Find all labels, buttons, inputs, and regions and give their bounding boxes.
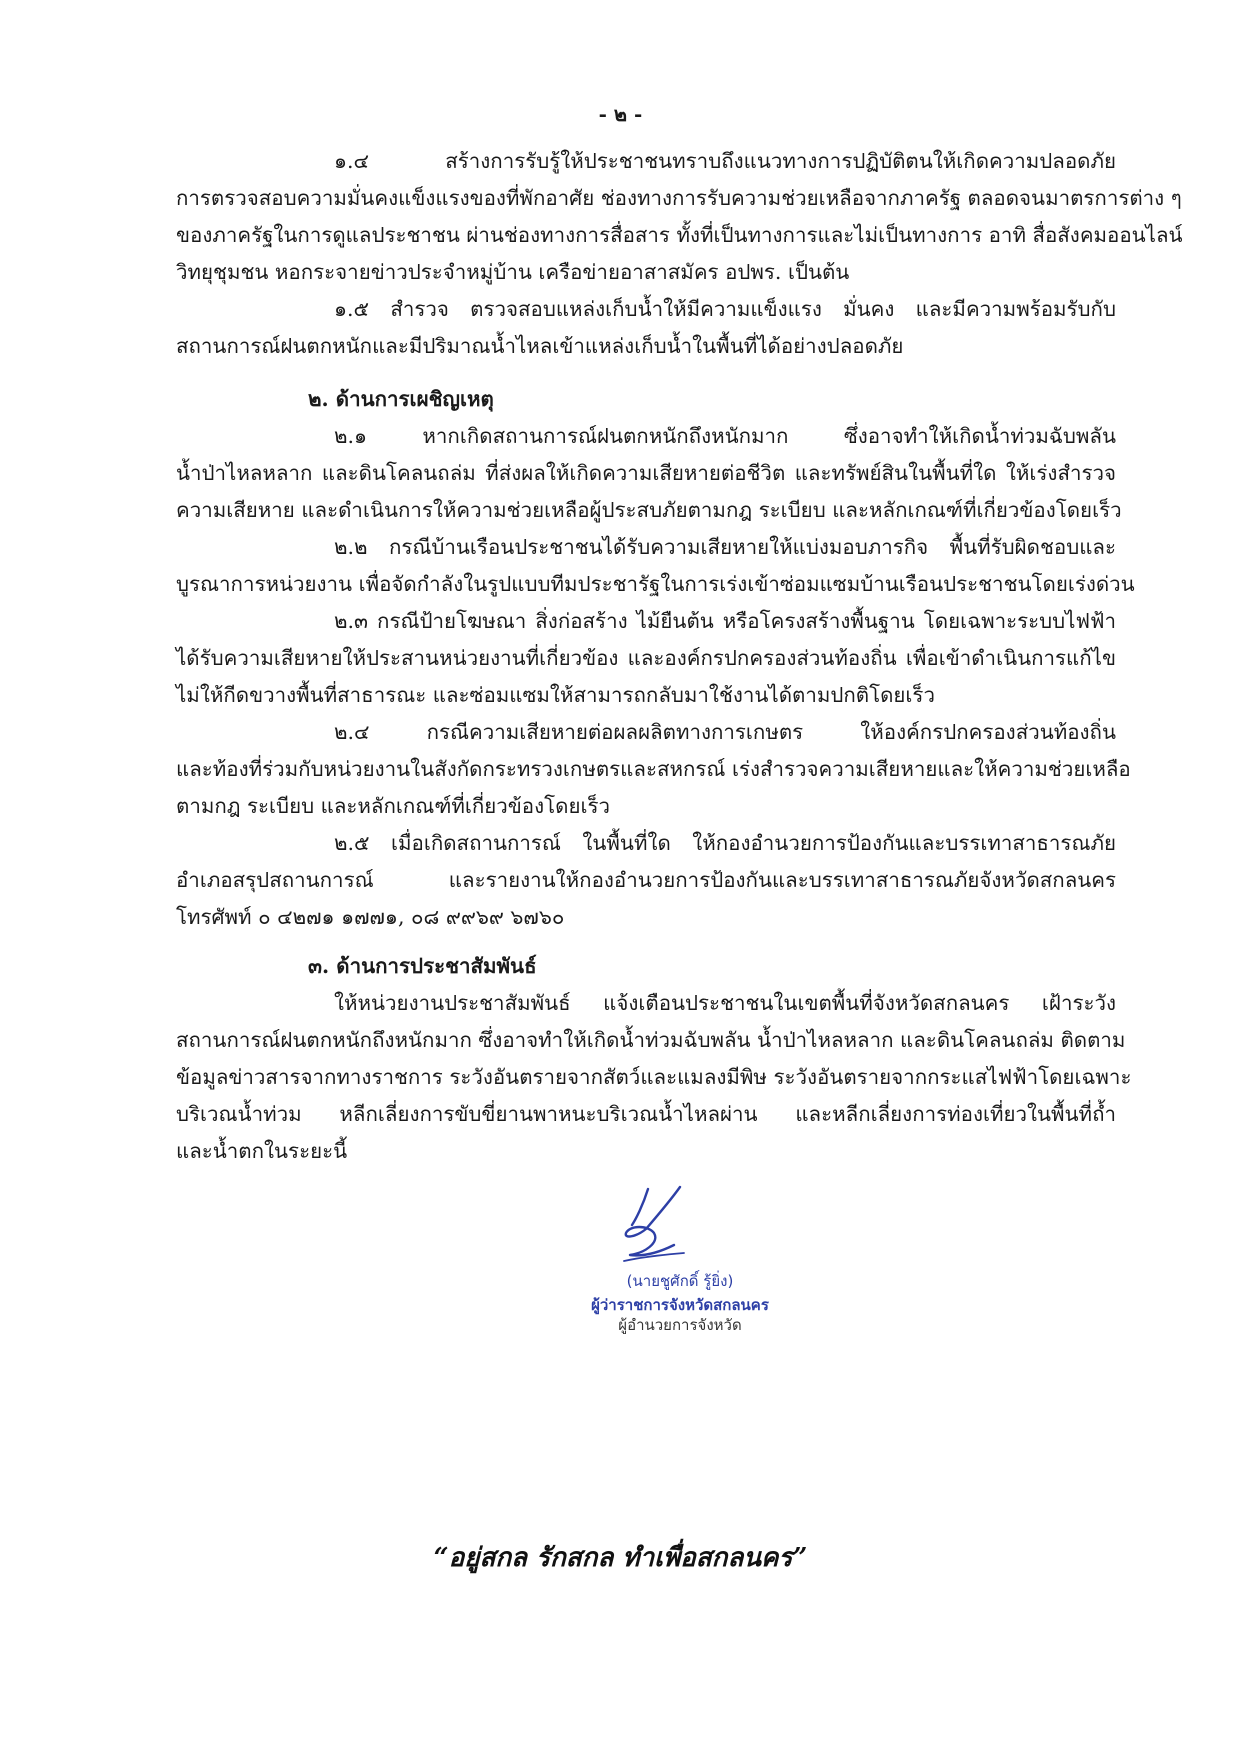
paragraph-line: น้ำป่าไหลหลาก และดินโคลนถล่ม ที่ส่งผลให้เกิดความเสียหายต่อชีวิต และทรัพย์สินในพื้นที่ใด ให้เร่งสำรวจ bbox=[176, 461, 1116, 485]
paragraph-line: บริเวณน้ำท่วม หลีกเลี่ยงการขับขี่ยานพาหนะบริเวณน้ำไหลผ่าน และหลีกเลี่ยงการท่องเที่ยวในพื้นที่ถ้ำ bbox=[176, 1102, 1116, 1126]
paragraph-line: ๒.๕ เมื่อเกิดสถานการณ์ ในพื้นที่ใด ให้กองอำนวยการป้องกันและบรรเทาสาธารณภัย bbox=[334, 831, 1116, 855]
paragraph-line: ๒.๓ กรณีป้ายโฆษณา สิ่งก่อสร้าง ไม้ยืนต้น หรือโครงสร้างพื้นฐาน โดยเฉพาะระบบไฟฟ้า bbox=[334, 609, 1116, 633]
paragraph-line: ๒.๔ กรณีความเสียหายต่อผลผลิตทางการเกษตร ให้องค์กรปกครองส่วนท้องถิ่น bbox=[334, 720, 1116, 744]
paragraph-line: สถานการณ์ฝนตกหนักถึงหนักมาก ซึ่งอาจทำให้เกิดน้ำท่วมฉับพลัน น้ำป่าไหลหลาก และดินโคลนถล่ม ติดตาม bbox=[176, 1028, 1126, 1052]
paragraph-line: ๑.๔ สร้างการรับรู้ให้ประชาชนทราบถึงแนวทางการปฏิบัติตนให้เกิดความปลอดภัย bbox=[334, 149, 1116, 173]
paragraph-line: ของภาครัฐในการดูแลประชาชน ผ่านช่องทางการสื่อสาร ทั้งที่เป็นทางการและไม่เป็นทางการ อาทิ สื่อสังคมออนไลน์ bbox=[176, 223, 1183, 247]
section-heading-public-relations: ๓. ด้านการประชาสัมพันธ์ bbox=[308, 954, 537, 978]
signatory-name: (นายชูศักดิ์ รู้ยิ่ง) bbox=[626, 1272, 734, 1290]
paragraph-line: ข้อมูลข่าวสารจากทางราชการ ระวังอันตรายจากสัตว์และแมลงมีพิษ ระวังอันตรายจากกระแสไฟฟ้าโดยเฉพาะ bbox=[176, 1065, 1132, 1089]
paragraph-line: การตรวจสอบความมั่นคงแข็งแรงของที่พักอาศัย ช่องทางการรับความช่วยเหลือจากภาครัฐ ตลอดจนมาตรการต่าง ๆ bbox=[176, 186, 1182, 210]
paragraph-line: ๑.๕ สำรวจ ตรวจสอบแหล่งเก็บน้ำให้มีความแข็งแรง มั่นคง และมีความพร้อมรับกับ bbox=[334, 297, 1116, 321]
paragraph-2-5 bbox=[176, 825, 1116, 936]
signatory-subtitle: ผู้อำนวยการจังหวัด bbox=[618, 1316, 742, 1334]
document-body bbox=[176, 143, 1183, 1170]
paragraph-line: สถานการณ์ฝนตกหนักและมีปริมาณน้ำไหลเข้าแหล่งเก็บน้ำในพื้นที่ได้อย่างปลอดภัย bbox=[176, 334, 904, 358]
signature-block bbox=[570, 1185, 790, 1355]
paragraph-line: ๒.๑ หากเกิดสถานการณ์ฝนตกหนักถึงหนักมาก ซึ่งอาจทำให้เกิดน้ำท่วมฉับพลัน bbox=[334, 424, 1116, 448]
paragraph-line: ให้หน่วยงานประชาสัมพันธ์ แจ้งเตือนประชาชนในเขตพื้นที่จังหวัดสกลนคร เฝ้าระวัง bbox=[334, 991, 1116, 1015]
page-number: - ๒ - bbox=[598, 102, 643, 126]
paragraph-2-3 bbox=[176, 603, 1116, 714]
paragraph-line: ๒.๒ กรณีบ้านเรือนประชาชนได้รับความเสียหายให้แบ่งมอบภารกิจ พื้นที่รับผิดชอบและ bbox=[334, 535, 1116, 559]
phone-numbers: โทรศัพท์ ๐ ๔๒๗๑ ๑๗๗๑, ๐๘ ๙๙๖๙ ๖๗๖๐ bbox=[176, 905, 565, 929]
paragraph-2-1 bbox=[176, 418, 1122, 529]
paragraph-line: ได้รับความเสียหายให้ประสานหน่วยงานที่เกี่ยวข้อง และองค์กรปกครองส่วนท้องถิ่น เพื่อเข้าดำเนินการแก้ไข bbox=[176, 646, 1116, 670]
section-heading-response: ๒. ด้านการเผชิญเหตุ bbox=[308, 387, 494, 411]
paragraph-line: ตามกฎ ระเบียบ และหลักเกณฑ์ที่เกี่ยวข้องโดยเร็ว bbox=[176, 794, 610, 818]
handwritten-signature-icon bbox=[588, 1185, 718, 1271]
paragraph-line: อำเภอสรุปสถานการณ์ และรายงานให้กองอำนวยการป้องกันและบรรเทาสาธารณภัยจังหวัดสกลนคร bbox=[176, 868, 1116, 892]
paragraph-line: วิทยุชุมชน หอกระจายข่าวประจำหมู่บ้าน เครือข่ายอาสาสมัคร อปพร. เป็นต้น bbox=[176, 260, 850, 284]
paragraph-line: และท้องที่ร่วมกับหน่วยงานในสังกัดกระทรวงเกษตรและสหกรณ์ เร่งสำรวจความเสียหายและให้ความช่วยเหลือ bbox=[176, 757, 1131, 781]
paragraph-2-4 bbox=[176, 714, 1131, 825]
paragraph-1-4 bbox=[176, 143, 1183, 291]
paragraph-line: ไม่ให้กีดขวางพื้นที่สาธารณะ และซ่อมแซมให้สามารถกลับมาใช้งานได้ตามปกติโดยเร็ว bbox=[176, 683, 935, 707]
paragraph-line: ความเสียหาย และดำเนินการให้ความช่วยเหลือผู้ประสบภัยตามกฎ ระเบียบ และหลักเกณฑ์ที่เกี่ยวข้องโดยเร็ว bbox=[176, 498, 1122, 522]
paragraph-2-2 bbox=[176, 529, 1135, 603]
paragraph-line: และน้ำตกในระยะนี้ bbox=[176, 1139, 348, 1163]
signatory-title: ผู้ว่าราชการจังหวัดสกลนคร bbox=[591, 1296, 769, 1314]
paragraph-line: บูรณาการหน่วยงาน เพื่อจัดกำลังในรูปแบบทีมประชารัฐในการเร่งเข้าซ่อมแซมบ้านเรือนประชาชนโดยเร่งด่วน bbox=[176, 572, 1135, 596]
paragraph-3 bbox=[176, 985, 1132, 1170]
province-motto: “อยู่สกล รักสกล ทำเพื่อสกลนคร” bbox=[433, 1543, 808, 1573]
paragraph-1-5 bbox=[176, 291, 1116, 365]
